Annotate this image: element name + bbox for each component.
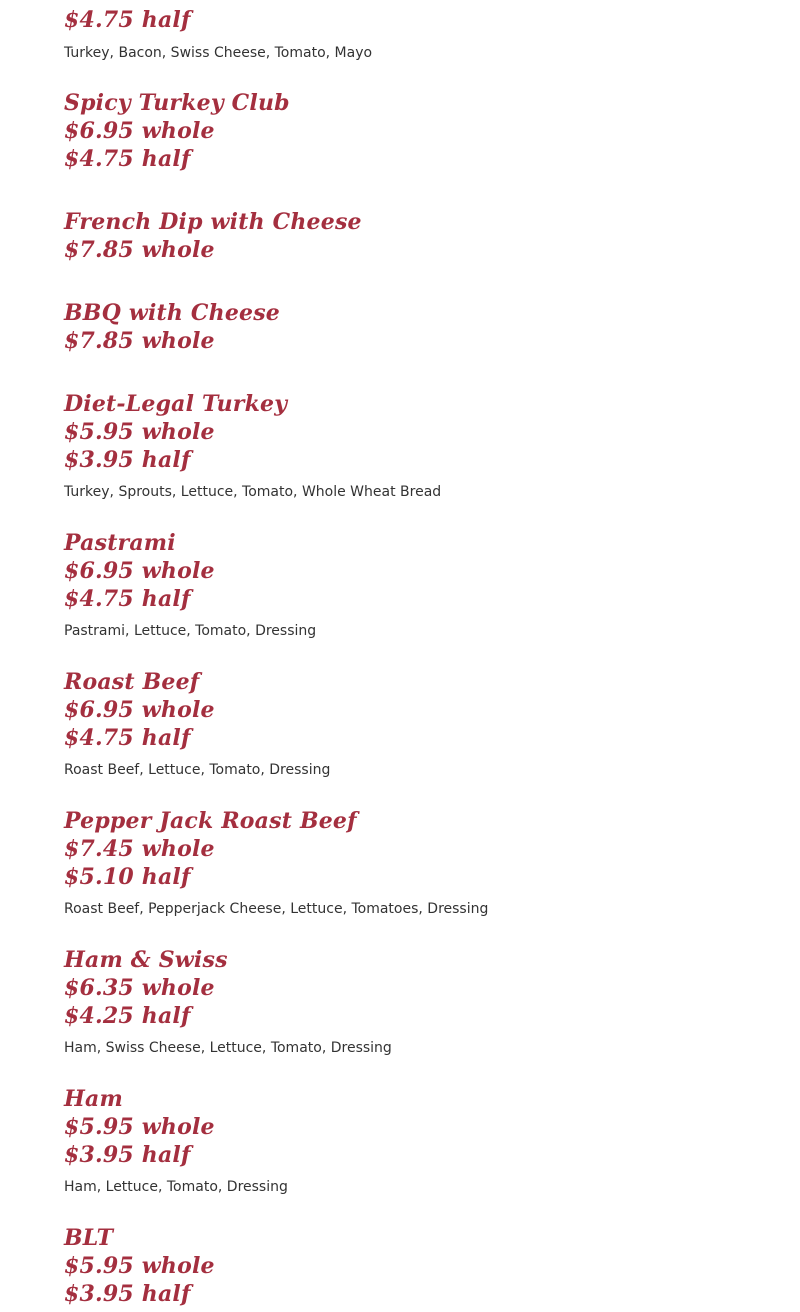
item-description: Pastrami, Lettuce, Tomato, Dressing <box>64 623 317 639</box>
item-price-whole: $6.95 whole <box>64 697 215 723</box>
item-price-half: $4.75 half <box>64 146 191 172</box>
item-name: Ham <box>64 1086 123 1112</box>
item-name: French Dip with Cheese <box>64 209 362 235</box>
menu-item <box>64 668 764 780</box>
item-price-whole: $6.95 whole <box>64 558 215 584</box>
item-name: Roast Beef <box>64 669 200 695</box>
item-price-whole: $7.85 whole <box>64 237 215 263</box>
item-description: Roast Beef, Lettuce, Tomato, Dressing <box>64 762 331 778</box>
item-name: BLT <box>64 1225 114 1251</box>
item-description: Ham, Swiss Cheese, Lettuce, Tomato, Dressing <box>64 1040 392 1056</box>
item-price-half: $5.10 half <box>64 864 191 890</box>
menu-item <box>64 529 764 641</box>
item-price-whole: $5.95 whole <box>64 419 215 445</box>
item-price-half: $3.95 half <box>64 1142 191 1168</box>
item-name: BBQ with Cheese <box>64 300 281 326</box>
menu-item <box>64 1085 764 1197</box>
item-price-half: $4.75 half <box>64 725 191 751</box>
menu-item <box>64 946 764 1058</box>
menu-item <box>64 807 764 919</box>
item-price-half: $3.95 half <box>64 1281 191 1307</box>
item-name: Diet-Legal Turkey <box>64 391 288 417</box>
item-description: Roast Beef, Pepperjack Cheese, Lettuce, Tomatoes, Dressing <box>64 901 489 917</box>
menu-item <box>64 208 764 264</box>
item-price-whole: $5.95 whole <box>64 1114 215 1140</box>
menu-item <box>64 1224 764 1308</box>
item-name: Pastrami <box>64 530 176 556</box>
item-name: Ham & Swiss <box>64 947 228 973</box>
item-description: Turkey, Sprouts, Lettuce, Tomato, Whole Wheat Bread <box>64 484 442 500</box>
menu-item <box>64 299 764 355</box>
item-description: Turkey, Bacon, Swiss Cheese, Tomato, Mayo <box>64 45 373 61</box>
item-price-whole: $7.85 whole <box>64 328 215 354</box>
item-price-whole: $7.45 whole <box>64 836 215 862</box>
item-price-half: $4.75 half <box>64 7 191 33</box>
menu-item <box>64 390 764 502</box>
item-description: Ham, Lettuce, Tomato, Dressing <box>64 1179 288 1195</box>
menu-item <box>64 89 764 173</box>
item-price-half: $4.75 half <box>64 586 191 612</box>
item-price-whole: $5.95 whole <box>64 1253 215 1279</box>
item-price-whole: $6.95 whole <box>64 118 215 144</box>
item-name: Spicy Turkey Club <box>64 90 290 116</box>
menu-item <box>64 6 764 63</box>
item-price-whole: $6.35 whole <box>64 975 215 1001</box>
item-name: Pepper Jack Roast Beef <box>64 808 357 834</box>
item-price-half: $4.25 half <box>64 1003 191 1029</box>
item-price-half: $3.95 half <box>64 447 191 473</box>
